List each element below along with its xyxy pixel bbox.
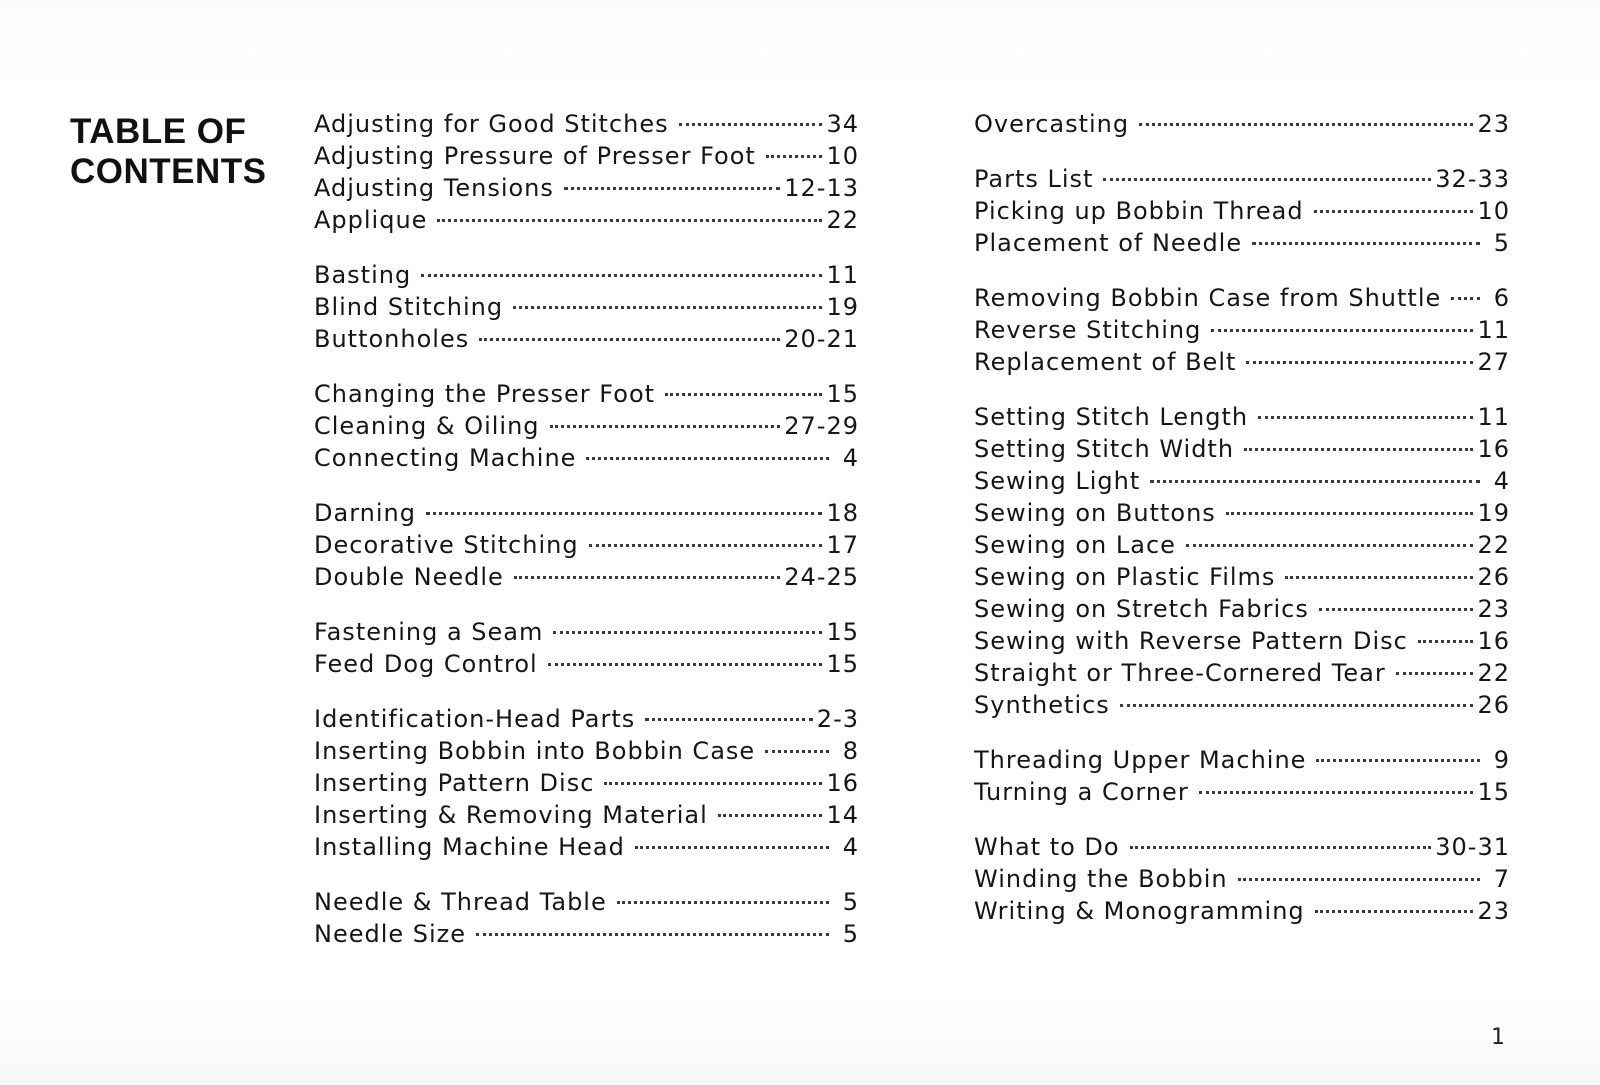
toc-entry-page: 19 [1477, 499, 1510, 527]
toc-entry-page: 24-25 [784, 563, 859, 591]
toc-entry-page: 22 [826, 206, 859, 234]
toc-entry-label: Double Needle [314, 563, 504, 591]
toc-entry-page: 4 [1493, 467, 1510, 495]
toc-entry [314, 444, 859, 476]
toc-entry-label: Writing & Monogramming [974, 897, 1305, 925]
dot-leader [426, 512, 822, 515]
toc-entry-page: 19 [826, 293, 859, 321]
toc-entry [314, 325, 859, 357]
toc-entry [314, 206, 859, 238]
dot-leader [548, 663, 823, 666]
dot-leader [1103, 178, 1431, 181]
dot-leader [476, 933, 829, 936]
dot-leader [1238, 878, 1480, 881]
toc-entry-page: 5 [842, 920, 859, 948]
dot-leader [1130, 846, 1432, 849]
dot-leader [1150, 480, 1480, 483]
dot-leader [645, 718, 813, 721]
toc-entry-label: Sewing on Lace [974, 531, 1176, 559]
toc-entry [974, 627, 1510, 659]
toc-entry [974, 897, 1510, 929]
toc-entry-page: 34 [826, 110, 859, 138]
toc-entry-label: Turning a Corner [974, 778, 1189, 806]
toc-entry-page: 15 [826, 650, 859, 678]
dot-leader [550, 425, 781, 428]
toc-entry-page: 9 [1493, 746, 1510, 774]
toc-right-column [974, 110, 1510, 952]
toc-entry [314, 705, 859, 737]
toc-entry-label: Inserting & Removing Material [314, 801, 708, 829]
toc-entry-label: Inserting Bobbin into Bobbin Case [314, 737, 756, 765]
toc-entry-page: 30-31 [1435, 833, 1510, 861]
toc-entry-page: 27 [1477, 348, 1510, 376]
toc-entry-page: 22 [1477, 659, 1510, 687]
toc-entry [974, 833, 1510, 865]
toc-entry [974, 284, 1510, 316]
toc-group [974, 110, 1510, 142]
toc-group [974, 165, 1510, 261]
toc-entry [314, 650, 859, 682]
toc-entry-page: 4 [842, 444, 859, 472]
toc-entry-page: 5 [1493, 229, 1510, 257]
toc-entry-label: Connecting Machine [314, 444, 577, 472]
toc-entry [314, 110, 859, 142]
toc-entry-label: Needle Size [314, 920, 467, 948]
dot-leader [514, 576, 780, 579]
dot-leader [1139, 123, 1473, 126]
dot-leader [1316, 759, 1480, 762]
dot-leader [1418, 640, 1474, 643]
toc-entry-label: Changing the Presser Foot [314, 380, 656, 408]
dot-leader [1314, 210, 1474, 213]
dot-leader [437, 219, 822, 222]
toc-entry-label: Removing Bobbin Case from Shuttle [974, 284, 1442, 312]
dot-leader [1199, 791, 1474, 794]
toc-group [314, 618, 859, 682]
toc-entry [974, 595, 1510, 627]
dot-leader [1252, 242, 1480, 245]
toc-entry-page: 8 [842, 737, 859, 765]
toc-group [974, 403, 1510, 723]
toc-entry-label: Needle & Thread Table [314, 888, 607, 916]
toc-entry [314, 531, 859, 563]
toc-entry-page: 23 [1477, 595, 1510, 623]
toc-entry-label: Feed Dog Control [314, 650, 538, 678]
toc-entry-label: Blind Stitching [314, 293, 504, 321]
dot-leader [589, 544, 823, 547]
toc-entry [314, 618, 859, 650]
dot-leader [1244, 448, 1473, 451]
toc-entry-label: Decorative Stitching [314, 531, 579, 559]
toc-entry-label: Buttonholes [314, 325, 470, 353]
toc-group [314, 110, 859, 238]
toc-entry-label: Setting Stitch Width [974, 435, 1235, 463]
toc-entry-label: Picking up Bobbin Thread [974, 197, 1304, 225]
toc-entry-label: What to Do [974, 833, 1120, 861]
toc-group [314, 380, 859, 476]
toc-entry-page: 23 [1477, 897, 1510, 925]
toc-entry-page: 16 [1477, 435, 1510, 463]
toc-entry-label: Winding the Bobbin [974, 865, 1228, 893]
toc-entry-label: Installing Machine Head [314, 833, 625, 861]
toc-entry-label: Adjusting Tensions [314, 174, 554, 202]
toc-entry-page: 12-13 [784, 174, 859, 202]
toc-entry [974, 316, 1510, 348]
toc-entry [974, 110, 1510, 142]
toc-entry-page: 16 [826, 769, 859, 797]
toc-entry-page: 2-3 [816, 705, 859, 733]
toc-entry [974, 197, 1510, 229]
toc-entry-label: Setting Stitch Length [974, 403, 1249, 431]
toc-entry-page: 10 [1477, 197, 1510, 225]
toc-group [314, 499, 859, 595]
toc-entry [974, 499, 1510, 531]
toc-entry-page: 4 [842, 833, 859, 861]
toc-entry-page: 7 [1493, 865, 1510, 893]
dot-leader [1315, 910, 1474, 913]
toc-entry-page: 26 [1477, 691, 1510, 719]
toc-entry-label: Identification-Head Parts [314, 705, 636, 733]
toc-group [314, 888, 859, 952]
toc-entry-label: Sewing with Reverse Pattern Disc [974, 627, 1408, 655]
toc-entry [974, 531, 1510, 563]
toc-entry-page: 11 [1477, 403, 1510, 431]
toc-entry [974, 467, 1510, 499]
title-line-2: CONTENTS [70, 152, 267, 191]
toc-entry-page: 15 [826, 380, 859, 408]
toc-group [974, 284, 1510, 380]
toc-entry-page: 15 [826, 618, 859, 646]
dot-leader [617, 901, 829, 904]
toc-group [314, 261, 859, 357]
toc-entry-page: 6 [1493, 284, 1510, 312]
toc-entry [314, 380, 859, 412]
toc-entry-label: Synthetics [974, 691, 1110, 719]
dot-leader [1226, 512, 1474, 515]
toc-entry-label: Applique [314, 206, 428, 234]
dot-leader [765, 750, 829, 753]
toc-entry-label: Sewing Light [974, 467, 1141, 495]
toc-entry-label: Straight or Three-Cornered Tear [974, 659, 1386, 687]
toc-entry [314, 293, 859, 325]
toc-entry [974, 746, 1510, 778]
toc-entry-page: 27-29 [784, 412, 859, 440]
toc-entry-label: Parts List [974, 165, 1094, 193]
dot-leader [479, 338, 780, 341]
dot-leader [513, 306, 822, 309]
page-title [70, 112, 267, 192]
toc-entry-page: 14 [826, 801, 859, 829]
toc-entry [314, 261, 859, 293]
toc-entry-label: Fastening a Seam [314, 618, 544, 646]
dot-leader [604, 782, 822, 785]
toc-entry-page: 5 [842, 888, 859, 916]
toc-group [974, 833, 1510, 929]
toc-entry-label: Overcasting [974, 110, 1130, 138]
dot-leader [1258, 416, 1473, 419]
toc-entry-label: Cleaning & Oiling [314, 412, 540, 440]
toc-entry [974, 348, 1510, 380]
toc-entry [974, 229, 1510, 261]
dot-leader [564, 187, 780, 190]
dot-leader [1246, 361, 1473, 364]
toc-left-column [314, 110, 859, 975]
toc-group [974, 746, 1510, 810]
toc-entry-page: 15 [1477, 778, 1510, 806]
toc-entry [314, 737, 859, 769]
toc-entry [314, 920, 859, 952]
toc-entry [314, 563, 859, 595]
toc-entry [974, 659, 1510, 691]
toc-entry-label: Basting [314, 261, 412, 289]
toc-entry [974, 691, 1510, 723]
dot-leader [586, 457, 829, 460]
dot-leader [421, 274, 822, 277]
toc-entry [974, 778, 1510, 810]
page-number: 1 [1491, 1025, 1505, 1050]
toc-entry-label: Reverse Stitching [974, 316, 1202, 344]
toc-entry [314, 801, 859, 833]
toc-entry-label: Placement of Needle [974, 229, 1243, 257]
toc-entry-page: 26 [1477, 563, 1510, 591]
toc-entry-label: Darning [314, 499, 416, 527]
toc-entry [974, 403, 1510, 435]
toc-entry-label: Inserting Pattern Disc [314, 769, 595, 797]
toc-entry [314, 412, 859, 444]
toc-entry-page: 22 [1477, 531, 1510, 559]
toc-entry-page: 23 [1477, 110, 1510, 138]
toc-entry-page: 32-33 [1435, 165, 1510, 193]
toc-entry-page: 11 [1477, 316, 1510, 344]
dot-leader [1285, 576, 1473, 579]
dot-leader [1120, 704, 1474, 707]
dot-leader [679, 123, 823, 126]
toc-entry [974, 865, 1510, 897]
toc-entry-label: Adjusting for Good Stitches [314, 110, 669, 138]
dot-leader [665, 393, 822, 396]
dot-leader [1186, 544, 1474, 547]
toc-group [314, 705, 859, 865]
dot-leader [766, 155, 823, 158]
dot-leader [1451, 297, 1480, 300]
toc-entry-label: Adjusting Pressure of Presser Foot [314, 142, 756, 170]
dot-leader [718, 814, 823, 817]
dot-leader [553, 631, 822, 634]
toc-entry-page: 20-21 [784, 325, 859, 353]
toc-entry-label: Sewing on Stretch Fabrics [974, 595, 1309, 623]
toc-entry-page: 11 [826, 261, 859, 289]
toc-entry [314, 888, 859, 920]
dot-leader [1396, 672, 1474, 675]
title-line-1: TABLE OF [70, 112, 247, 151]
toc-entry [974, 563, 1510, 595]
toc-entry-label: Sewing on Plastic Films [974, 563, 1276, 591]
toc-entry [974, 165, 1510, 197]
toc-entry [314, 769, 859, 801]
toc-entry [314, 174, 859, 206]
dot-leader [635, 846, 829, 849]
toc-entry-label: Sewing on Buttons [974, 499, 1216, 527]
toc-entry-label: Threading Upper Machine [974, 746, 1307, 774]
toc-entry [314, 142, 859, 174]
toc-entry-page: 17 [826, 531, 859, 559]
toc-entry [314, 499, 859, 531]
toc-entry-label: Replacement of Belt [974, 348, 1237, 376]
dot-leader [1319, 608, 1474, 611]
toc-entry-page: 16 [1477, 627, 1510, 655]
toc-entry-page: 10 [826, 142, 859, 170]
dot-leader [1211, 329, 1473, 332]
toc-entry [974, 435, 1510, 467]
toc-entry [314, 833, 859, 865]
toc-entry-page: 18 [826, 499, 859, 527]
